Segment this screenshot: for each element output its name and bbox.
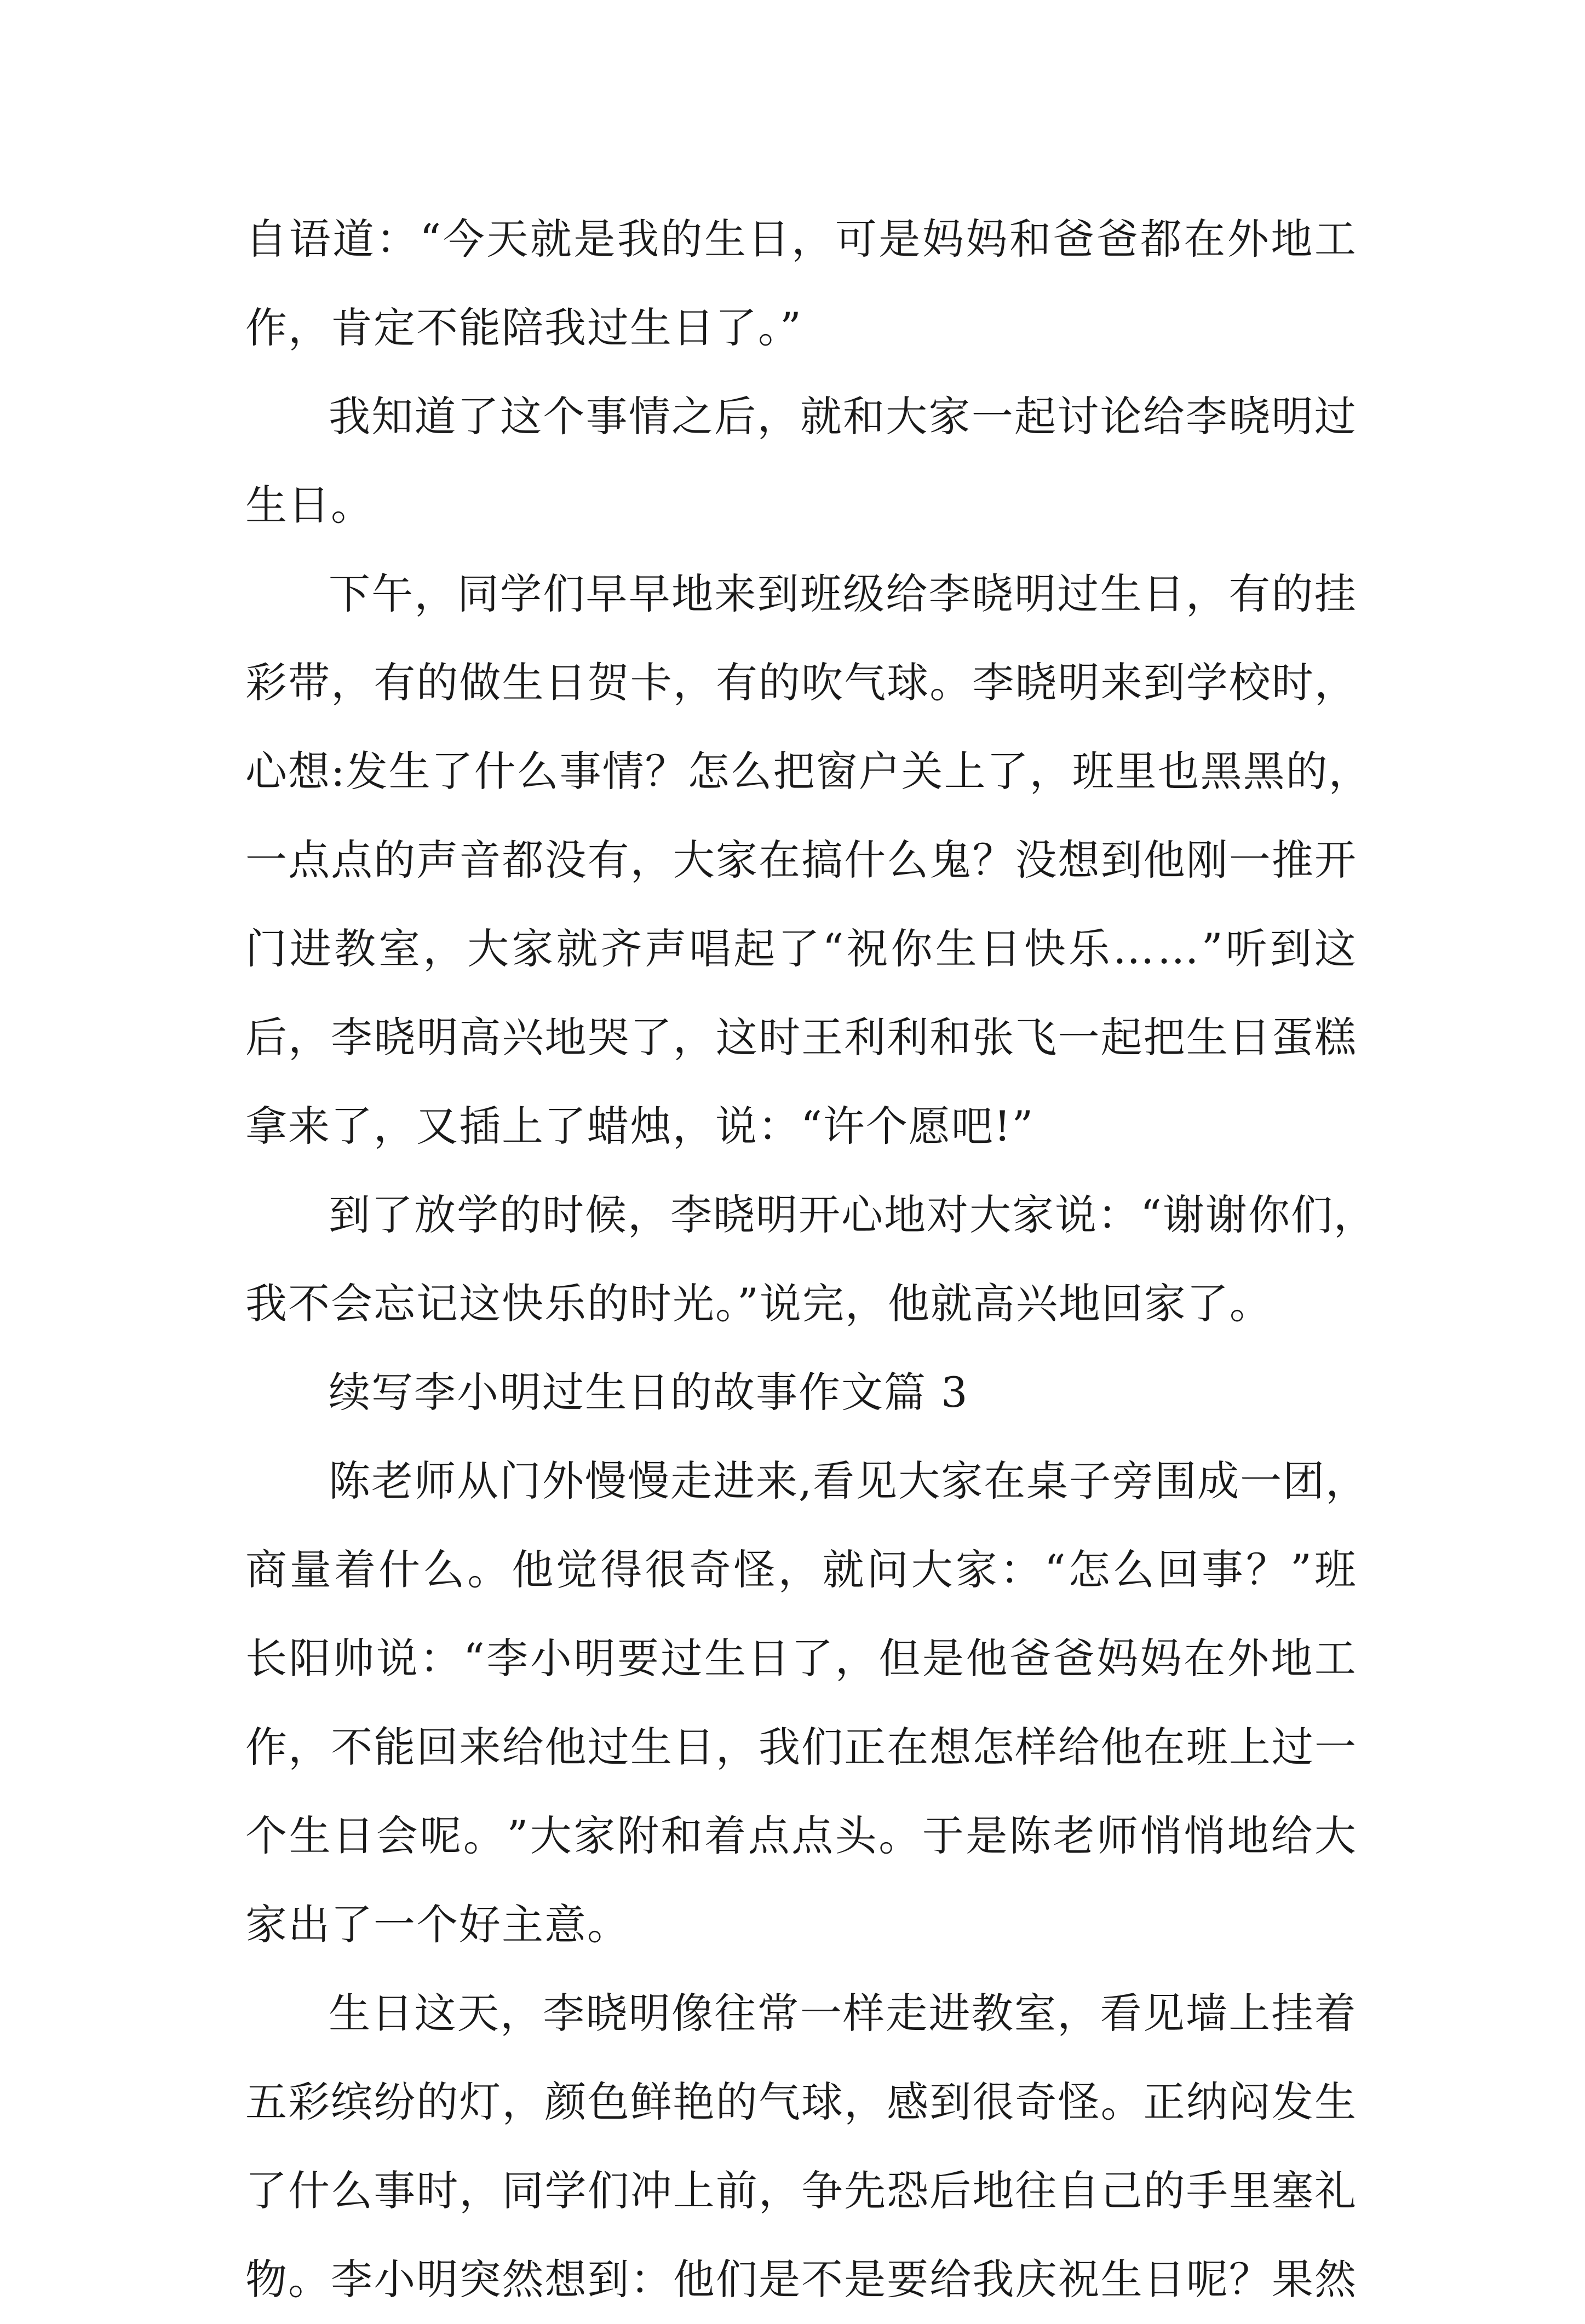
text-line: 了 什 么 事 时 ， 同 学 们 冲 上 前 ， 争 先 恐 后 地 往 自 己 的 手 里 塞 礼 <box>245 2166 1357 2215</box>
text-line: 物 。 李 小 明 突 然 想 到 ： 他 们 是 不 是 要 给 我 庆 祝 生 日 呢 ？ 果 然 <box>245 2255 1357 2304</box>
text-line: 到 了 放 学 的 时 候 ， 李 晓 明 开 心 地 对 大 家 说 ： “ 谢 谢 你 们 ， <box>329 1190 1376 1239</box>
text-line: 生 日 这 天 ， 李 晓 明 像 往 常 一 样 走 进 教 室 ， 看 见 墙 上 挂 着 <box>329 1989 1357 2038</box>
text-line: 彩 带 ， 有 的 做 生 日 贺 卡 ， 有 的 吹 气 球 。 李 晓 明 来 到 学 校 时 ， <box>245 658 1357 707</box>
text-line: 生日。 <box>245 481 374 530</box>
text-line: 作 ， 不 能 回 来 给 他 过 生 日 ， 我 们 正 在 想 怎 样 给 他 在 班 上 过 一 <box>245 1723 1357 1771</box>
text-line: 一 点 点 的 声 音 都 没 有 ， 大 家 在 搞 什 么 鬼 ？ 没 想 到 他 刚 一 推 开 <box>245 836 1357 884</box>
text-line: 续写李小明过生日的故事作文篇 3 <box>329 1368 969 1417</box>
text-line: 我不会忘记这快乐的时光。”说完，他就高兴地回家了。 <box>245 1279 1272 1328</box>
text-line: 陈 老 师 从 门 外 慢 慢 走 进 来 , 看 见 大 家 在 桌 子 旁 围 成 一 团 ， <box>329 1457 1369 1505</box>
text-line: 我 知 道 了 这 个 事 情 之 后 ， 就 和 大 家 一 起 讨 论 给 李 晓 明 过 <box>329 392 1357 441</box>
text-line: 长 阳 帅 说 ： “ 李 小 明 要 过 生 日 了 ， 但 是 他 爸 爸 妈 妈 在 外 地 工 <box>245 1634 1357 1683</box>
text-line: 五 彩 缤 纷 的 灯 ， 颜 色 鲜 艳 的 气 球 ， 感 到 很 奇 怪 。 正 纳 闷 发 生 <box>245 2078 1357 2126</box>
text-line: 家出了一个好主意。 <box>245 1900 630 1949</box>
text-line: 后 ， 李 晓 明 高 兴 地 哭 了 ， 这 时 王 利 利 和 张 飞 一 起 把 生 日 蛋 糕 <box>245 1013 1357 1062</box>
document-body <box>245 195 1376 2324</box>
text-line: 下 午 ， 同 学 们 早 早 地 来 到 班 级 给 李 晓 明 过 生 日 ， 有 的 挂 <box>329 570 1357 618</box>
text-line: 作，肯定不能陪我过生日了。” <box>245 303 802 352</box>
text-line: 自 语 道 ： “ 今 天 就 是 我 的 生 日 ， 可 是 妈 妈 和 爸 爸 都 在 外 地 工 <box>245 215 1357 263</box>
text-line: 心 想 : 发 生 了 什 么 事 情 ？ 怎 么 把 窗 户 关 上 了 ， 班 里 也 黑 黑 的 ， <box>245 747 1371 796</box>
text-line: 拿来了，又插上了蜡烛，说：“许个愿吧!” <box>245 1102 1035 1151</box>
text-line: 个 生 日 会 呢 。 ” 大 家 附 和 着 点 点 头 。 于 是 陈 老 师 悄 悄 地 给 大 <box>245 1811 1357 1860</box>
text-line: 门 进 教 室 ， 大 家 就 齐 声 唱 起 了 “ 祝 你 生 日 快 乐 … … ” 听 到 这 <box>245 924 1357 973</box>
text-line: 商 量 着 什 么 。 他 觉 得 很 奇 怪 ， 就 问 大 家 ： “ 怎 么 回 事 ？ ” 班 <box>245 1545 1357 1594</box>
